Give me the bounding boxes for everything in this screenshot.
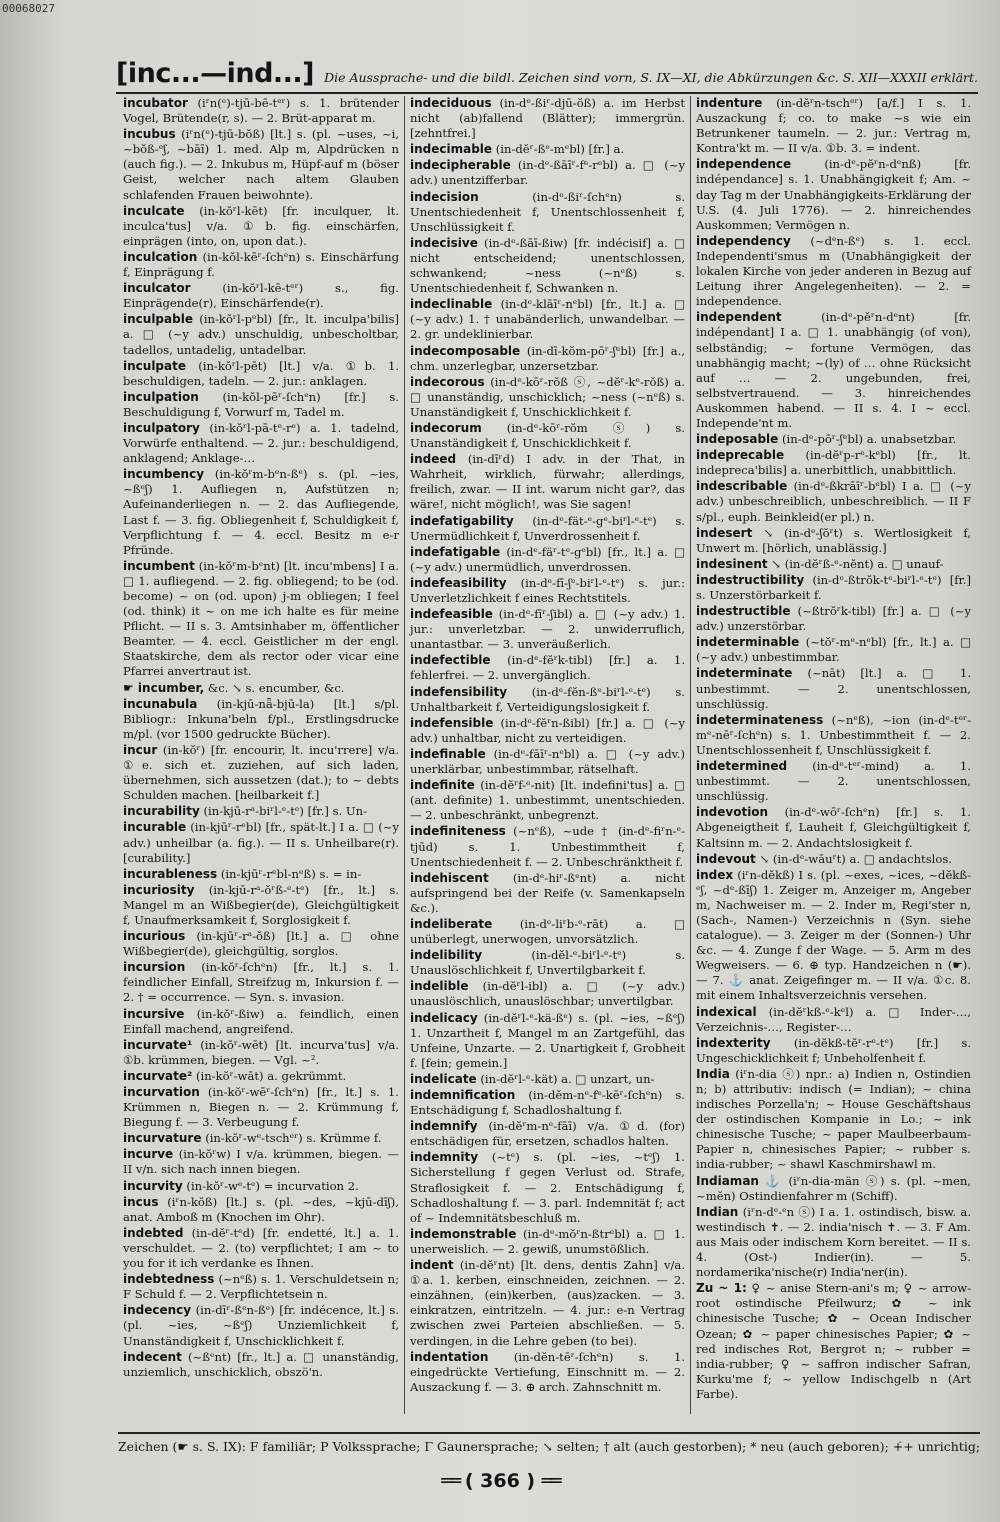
entry-headword: incurvation (123, 1085, 200, 1099)
entry-headword: incubator (123, 96, 188, 110)
entry-definition: (in-dᵉ-pĕʳn-dᵉnß) [fr. indépendance] s. 1. Unabhängigkeit f; Am. ~ day Tag m der Unabhängigkeits-Erklärung der U.S. (4. Juli 1776). — 2. hinreichendes Auskommen; Vermögen n. (696, 157, 972, 232)
entry-headword: inculcate (123, 203, 185, 218)
dictionary-entry (123, 697, 399, 742)
entry-headword: ☛ incumber, (123, 680, 205, 695)
dictionary-entry (410, 1088, 685, 1118)
dictionary-entry (696, 1281, 971, 1402)
dictionary-columns (118, 96, 978, 1414)
entry-headword: indecipherable (410, 158, 511, 173)
page-id: 00068027 (2, 2, 55, 15)
dictionary-entry (410, 979, 685, 1009)
entry-definition: (in-kjūʳ-rᵃ-ŏß) [lt.] a. □ ohne Wißbegier(de), gleichgültig, sorglos. (123, 929, 400, 959)
dictionary-entry (123, 883, 399, 928)
entry-headword: independent (696, 310, 782, 325)
page-number (0, 1470, 1000, 1492)
entry-definition: (iʳn-dᵉ-ᵉn ⓢ) I a. 1. ostindisch, bisw. a. westindisch ✝. — 2. india'nisch ✝. — 3. F Am. aus Mais oder indischem Korn bereitet. — II s. 4. (Ost-) Indier(in). — 5. nordamerika'nische(r) India'ner(in). (696, 1204, 971, 1280)
dictionary-entry (123, 820, 399, 865)
entry-headword: indexterity (696, 1035, 771, 1050)
entry-definition: (in-kŏl-pēʳ-ſchᵉn) [fr.] s. Beschuldigung f, Vorwurf m, Tadel m. (123, 389, 400, 419)
entry-headword: independence (696, 157, 792, 172)
entry-headword: indefeasibility (410, 575, 507, 590)
entry-definition: (in-kŏʳl-pā-tᵉ-rᵉ) a. 1. tadelnd, Vorwürfe enthaltend. — 2. jur.: beschuldigend, anklagend; Anklage-… (123, 420, 400, 466)
entry-definition: (in-dĕʳ-ßᵉ-mᵉbl) [fr.] a. (495, 142, 625, 157)
entry-headword: incubus (123, 127, 176, 142)
entry-definition: (in-dᵉ-kōʳ-rŏß ⓢ, ~dĕʳ-kᵉ-rŏß) a. □ unanständig, unschicklich; ~ness (~nᵉß) s. Unanständigkeit f, Unschicklichkeit f. (410, 374, 685, 419)
entry-headword: indefatigable (410, 544, 501, 559)
dictionary-entry (410, 1350, 685, 1395)
entry-definition: (in-kŏʳm-bᵉnt) [lt. incu'mbens] I a. □ 1. aufliegend. — 2. fig. obliegend; to be (od. become) ~ on (od. upon) j-m obliegen; I feel (od. think) it ~ on me ich halte es für meine Pflicht. — II s. 3. Amtsinhaber m, öffentlicher Beamter. — 4. eccl. Geistlicher m der engl. Staatskirche, dem als rector oder vicar eine Pfarrei anvertraut ist. (123, 558, 399, 679)
entry-definition: (in-dᵉ-pōʳ-ʃᵉbl) a. unabsetzbar. (782, 432, 957, 447)
dictionary-entry (696, 1174, 971, 1204)
page-number-ornament-right: ══ (541, 1470, 559, 1492)
entry-headword: incursive (123, 1006, 185, 1021)
entry-headword: inculpation (123, 389, 199, 404)
page-number-value: ( 366 ) (464, 1470, 536, 1492)
dictionary-entry (410, 1119, 685, 1149)
entry-headword: inculpate (123, 358, 186, 373)
dictionary-entry (696, 432, 971, 447)
entry-headword: indeterminate (696, 666, 793, 681)
entry-definition: (iʳn-kŏß) [lt.] s. (pl. ~des, ~kjū-dīʃ), anat. Amboß m (Knochen im Ohr). (123, 1194, 400, 1224)
dictionary-entry (410, 190, 685, 235)
entry-definition: (in-dīʳ-ßᵉn-ßᵉ) [fr. indécence, lt.] s. (pl. ~ies, ~ßᵉʃ) Unziemlichkeit f, Unanständigkeit f, Unschicklichkeit f. (123, 1303, 400, 1348)
entry-headword: independency (696, 233, 791, 248)
entry-headword: incurvity (123, 1178, 183, 1193)
dictionary-entry (410, 716, 685, 746)
entry-definition: (in-kjūʳ-rᵉbl-nᵉß) s. = in- (220, 866, 362, 881)
dictionary-entry (123, 1147, 399, 1177)
dictionary-entry (410, 375, 685, 420)
entry-definition: (in-dᵉ-hiʳ-ßᵉnt) a. nicht aufspringend bei der Reife (v. Samenkapseln &c.). (410, 870, 685, 915)
entry-definition: (in-kŏʳw) I v/a. krümmen, biegen. — II v/n. sich nach innen biegen. (123, 1147, 400, 1177)
entry-headword: incumbency (123, 467, 205, 482)
entry-headword: indestructible (696, 604, 791, 619)
entry-definition: ↘ (in-dᵉ-wāuʳt) a. □ andachtslos. (759, 851, 952, 866)
dictionary-entry (123, 1007, 399, 1037)
entry-headword: inculpable (123, 312, 193, 327)
dictionary-entry (410, 871, 685, 916)
entry-definition: (in-dᵉ-fāīʳ-nᵉbl) a. □ (~y adv.) unerklärbar, unbestimmbar, rätselhaft. (410, 746, 685, 777)
entry-definition: (in-dĕʳm-nᵉ-fāī) v/a. ①d. (for) entschädigen für, ersetzen, schadlos halten. (410, 1119, 685, 1149)
entry-headword: indeterminable (696, 635, 800, 650)
entry-headword: indeliberate (410, 916, 493, 931)
entry-headword: indentation (410, 1349, 489, 1364)
entry-definition: (in-kŏʳ-wᵉ-tᵉ) = incurvation 2. (186, 1178, 359, 1193)
entry-headword: indelicacy (410, 1010, 478, 1025)
dictionary-entry (123, 1038, 399, 1068)
entry-definition: (in-dĕkß-tĕʳ-rᵉ-tᵉ) [fr.] s. Ungeschicklichkeit f; Unbeholfenheit f. (696, 1035, 972, 1065)
entry-definition: (in-dᵉ-fĕʳk-tibl) [fr.] a. 1. fehlerfrei. — 2. unvergänglich. (410, 653, 685, 683)
column-3 (690, 96, 976, 1414)
entry-headword: incurableness (123, 866, 218, 881)
dictionary-entry (696, 635, 971, 665)
entry-headword: indecomposable (410, 343, 521, 358)
dictionary-entry (410, 948, 685, 978)
entry-headword: indefeasible (410, 607, 493, 622)
entry-headword: incumbent (123, 558, 195, 573)
dictionary-entry (410, 1011, 685, 1071)
entry-definition: (in-kŏʳ) [fr. encourir, lt. incu'rrere] v/a. ①e. sich et. zuziehen, auf sich laden, übernehmen, sich aussetzen (dat.); to ~ debts Schulden machen. [heilbarkeit f.] (123, 742, 400, 803)
entry-headword: indecimable (410, 142, 493, 157)
dictionary-entry (123, 1303, 399, 1348)
entry-definition: (in-kŏʳl-pēt) [lt.] v/a. ①b. 1. beschuldigen, tadeln. — 2. jur.: anklagen. (123, 358, 400, 388)
entry-headword: indefiniteness (410, 824, 506, 839)
dictionary-entry (696, 1067, 971, 1173)
entry-definition: (in-dĕm-nᵉ-fᵉ-kēʳ-ſchᵉn) s. Entschädigung f, Schadloshaltung f. (410, 1088, 685, 1118)
entry-headword: indeclinable (410, 297, 493, 312)
entry-definition: (~tᵉ) s. (pl. ~ies, ~tᵉʃ) 1. Sicherstellung f gegen Verlust od. Strafe, Straflosigkeit f. — 2. Entschädigung f, Schadloshaltung f. — 3. parl. Indemnität f; act of ~ Indemnitätsbeschluß m. (410, 1150, 685, 1225)
entry-definition: (in-dĕʳl-ᵉ-kät) a. □ unzart, un- (480, 1071, 655, 1086)
dictionary-entry (410, 236, 685, 296)
entry-headword: indemonstrable (410, 1226, 517, 1241)
entry-headword: incuriosity (123, 882, 195, 897)
entry-definition: ♀ ~ anise Stern-ani's m; ♀ ~ arrow-root ostindische Pfeilwurz; ✿ ~ ink chinesische Tusche; ✿ ~ Ocean Indischer Ozean; ✿ ~ paper chinesisches Papier; ✿ ~ red indisches Rot, Bergrot n; ~ rubber = india-rubber; ♀ ~ saffron indischer Safran, Kurku'me f; ~ yellow Indischgelb n (Art Farbe). (696, 1281, 972, 1401)
dictionary-entry (123, 867, 399, 882)
entry-definition: (in-dᵉ-fī-ʃᵉ-biʳl-ᵉ-tᵉ) s. jur.: Unverletzlichkeit f eines Rechtstitels. (410, 575, 686, 605)
entry-definition: (in-dĕl-ᵉ-biʳl-ᵉ-tᵉ) s. Unauslöschlichkeit f, Unvertilgbarkeit f. (410, 948, 685, 978)
entry-definition: (in-dĕʳf-ᵉ-nit) [lt. indefini'tus] a. □ (ant. definite) 1. unbestimmt, unentschieden. — 2. unbeschränkt, unbegrenzt. (410, 778, 685, 823)
entry-definition: (in-dĕʳn-tschᵉʳ) [a/f.] I s. 1. Auszackung f; co. to make ~s wie ein Betrunkener taumeln. — 2. jur.: Vertrag m, Kontra'kt m. — II v/a. ①b. 3. = indent. (696, 96, 972, 156)
dictionary-entry (123, 250, 399, 280)
entry-definition: (in-kjū-rᵃ-ŏʳß-ᵉ-tᵉ) [fr., lt.] s. Mangel m an Wißbegier(de), Gleichgültigkeit f, Unaufmerksamkeit f, Sorglosigkeit f. (123, 882, 400, 927)
entry-definition: (~ßtrŏʳk-tibl) [fr.] a. □ (~y adv.) unzerstörbar. (696, 604, 972, 634)
entry-headword: indehiscent (410, 870, 489, 885)
entry-definition: (in-kŏʳ-wāt) a. gekrümmt. (195, 1068, 347, 1083)
dictionary-entry (410, 514, 685, 544)
dictionary-entry (410, 96, 685, 141)
entry-definition: (~tŏʳ-mᵉ-nᵉbl) [fr., lt.] a. □ (~y adv.) unbestimmbar. (696, 635, 971, 665)
entry-definition: (in-kjū-rᵃ-biʳl-ᵉ-tᵉ) [fr.] s. Un- (203, 804, 368, 819)
entry-definition: (in-dᵉ-kōʳ-rŏm ⓢ) s. Unanständigkeit f, Unschicklichkeit f. (410, 420, 685, 451)
entry-definition: &c. ↘ s. encumber, &c. (207, 680, 345, 695)
dictionary-entry (696, 1036, 971, 1066)
entry-definition: (in-dᵉ-klāīʳ-nᵉbl) [fr., lt.] a. □ (~y adv.) 1. † unabänderlich, unwandelbar. — 2. gr. undeklinierbar. (410, 297, 686, 342)
entry-headword: index (696, 867, 734, 882)
dictionary-entry (696, 713, 971, 758)
dictionary-entry (410, 142, 685, 157)
dictionary-entry (123, 312, 399, 357)
entry-headword: indevout (696, 851, 756, 866)
entry-headword: indeed (410, 452, 457, 467)
entry-definition: (in-kŏʳ-ßiw) a. feindlich, einen Einfall machend, angreifend. (123, 1006, 399, 1036)
dictionary-entry (123, 559, 399, 680)
entry-definition: (~ßᵉnt) [fr., lt.] a. □ unanständig, unziemlich, unschicklich, obszö'n. (123, 1349, 399, 1379)
entry-headword: indebted (123, 1225, 184, 1240)
dictionary-entry (123, 1069, 399, 1084)
dictionary-entry (696, 1205, 971, 1280)
entry-definition: (in-dᵉ-fäʳ-tᵉ-gᵉbl) [fr., lt.] a. □ (~y adv.) unermüdlich, unverdrossen. (410, 544, 686, 574)
entry-range: [inc...—ind...] (116, 58, 315, 89)
dictionary-entry (123, 127, 399, 202)
dictionary-entry (410, 747, 685, 777)
column-1 (118, 96, 404, 1414)
entry-headword: indestructibility (696, 572, 805, 587)
dictionary-entry (410, 576, 685, 606)
entry-headword: inculcation (123, 249, 198, 264)
entry-headword: indemnification (410, 1088, 516, 1102)
dictionary-entry (123, 960, 399, 1005)
dictionary-entry (123, 281, 399, 311)
entry-definition: (in-dᵉ-fĕʳn-ßibl) [fr.] a. □ (~y adv.) unhaltbar, nicht zu verteidigen. (410, 715, 685, 745)
dictionary-entry (696, 604, 971, 634)
entry-headword: indefinable (410, 746, 486, 761)
entry-definition: (in-dᵉ-fīʳ-ʃibl) a. □ (~y adv.) 1. jur.: unverletzbar. — 2. unwiderruflich, unantastbar. — 3. unveräußerlich. (410, 607, 686, 652)
entry-definition: (in-dᵉ-mŏʳn-ßtrᵉbl) a. □ 1. unerweislich. — 2. gewiß, unumstößlich. (410, 1226, 685, 1256)
entry-headword: incur (123, 742, 158, 757)
entry-headword: indelible (410, 979, 469, 994)
dictionary-entry (410, 421, 685, 451)
entry-definition: (in-dᵉ-liʳb-ᵉ-rāt) a. □ unüberlegt, unerwogen, unvorsätzlich. (410, 916, 685, 947)
dictionary-entry (410, 344, 685, 374)
dictionary-entry (123, 390, 399, 420)
dictionary-entry (696, 157, 971, 232)
entry-headword: indecision (410, 189, 479, 204)
page-number-ornament-left: ══ (441, 1470, 459, 1492)
entry-definition: (in-dᵉ-ßkrāīʳ-bᵉbl) I a. □ (~y adv.) unbeschreiblich, unbeschreiblich. — II F s/pl., euph. Beinkleid(er pl.) n. (696, 479, 971, 524)
entry-definition: (in-kŏʳl-kēt) [fr. inculquer, lt. inculca'tus] v/a. ①b. fig. einschärfen, einprägen (into, on, upon dat.). (123, 203, 400, 248)
entry-headword: inculcator (123, 281, 191, 296)
entry-headword: indeterminateness (696, 712, 824, 727)
entry-definition: (~nᵉß) s. 1. Verschuldetsein n; F Schuld f. — 2. Verpflichtetsein n. (123, 1272, 400, 1302)
entry-definition: ↘ (in-dᵉ-ʃŏʳt) s. Wertlosigkeit f, Unwert m. [hörlich, unablässig.] (696, 525, 971, 555)
entry-headword: incurve (123, 1147, 174, 1162)
entry-definition: (in-kŏl-kēʳ-ſchᵉn) s. Einschärfung f, Einprägung f. (123, 249, 400, 280)
dictionary-entry (410, 917, 685, 947)
dictionary-entry (123, 467, 399, 558)
dictionary-entry (410, 653, 685, 683)
entry-definition: (in-dᵉ-fät-ᵉ-gᵉ-biʳl-ᵉ-tᵉ) s. Unermüdlichkeit f, Unverdrossenheit f. (410, 513, 685, 543)
dictionary-entry (123, 1272, 399, 1302)
entry-headword: incus (123, 1194, 159, 1209)
entry-definition: (in-dᵉ-ßāīʳ-fᵉ-rᵉbl) a. □ (~y adv.) unentzifferbar. (410, 158, 685, 188)
entry-definition: (in-kŏʳ-wēʳ-ſchᵉn) [fr., lt.] s. 1. Krümmen n, Biegen n. — 2. Krümmung f, Biegung f. — 3. Verbeugung f. (123, 1085, 399, 1130)
entry-headword: indecent (123, 1349, 182, 1364)
dictionary-entry (410, 778, 685, 823)
dictionary-entry (410, 607, 685, 652)
dictionary-entry (410, 452, 685, 512)
entry-headword: incurvature (123, 1131, 202, 1146)
entry-headword: Indian (696, 1204, 739, 1219)
entry-definition: (in-kŏʳ-wᵉ-tschᵉʳ) s. Krümme f. (205, 1131, 382, 1146)
entry-headword: indevotion (696, 805, 769, 820)
entry-definition: (in-kjū-nǟ-bjū-la) [lt.] s/pl. Bibliogr.: Inkuna'beln f/pl., Erstlingsdrucke m/pl. (vor 1500 gedruckte Bücher). (123, 696, 400, 741)
column-2 (404, 96, 690, 1414)
dictionary-entry (696, 868, 971, 1004)
entry-definition: (in-dᵉ-ßāī-ßiw) [fr. indécisif] a. □ nicht entscheidend; unentschlossen, schwankend; ~ness (~nᵉß) s. Unentschiedenheit f, Schwanken n. (410, 235, 685, 296)
entry-headword: indefinite (410, 778, 475, 793)
entry-headword: indebtedness (123, 1272, 215, 1287)
entry-definition: (in-kŏʳl-pᵉbl) [fr., lt. inculpa'bilis] a. □ (~y adv.) unschuldig, unbescholtbar, tadellos, untadelig, untadelbar. (123, 312, 399, 357)
running-header (116, 52, 978, 94)
dictionary-entry (696, 310, 971, 431)
dictionary-entry (410, 824, 685, 869)
entry-headword: indefensible (410, 715, 494, 730)
entry-headword: indecorum (410, 420, 482, 435)
dictionary-entry (410, 158, 685, 188)
entry-definition: (in-dĕʳnt) [lt. dens, dentis Zahn] v/a. ①a. 1. kerben, einschneiden, zeichnen. — 2. einzähnen, (ein)kerben, (aus)zacken. — 3. einkratzen, eintritzeln. — 4. jur.: e-n Vertrag zwischen zwei Parteien abschließen. — 5. verdingen, in die Lehre geben (to bei). (410, 1258, 685, 1348)
dictionary-entry (123, 1179, 399, 1194)
entry-definition: (in-dᵉ-wōʳ-ſchᵉn) [fr.] s. 1. Abgeneigtheit f, Lauheit f, Gleichgültigkeit f, Kaltsinn m. — 2. Andachtslosigkeit f. (696, 805, 971, 850)
dictionary-entry (696, 852, 971, 867)
entry-headword: India (696, 1066, 730, 1081)
entry-headword: incurability (123, 804, 200, 819)
entry-headword: Zu ~ 1: (696, 1281, 747, 1296)
dictionary-entry (123, 204, 399, 249)
dictionary-entry (696, 526, 971, 556)
entry-headword: incurvate¹ (123, 1037, 193, 1052)
entry-headword: indescribable (696, 479, 788, 494)
entry-definition: (in-dᵉ-fĕn-ßᵉ-biʳl-ᵉ-tᵉ) s. Unhaltbarkeit f, Verteidigungslosigkeit f. (410, 684, 685, 714)
entry-definition: ⚓ (iʳn-dia-män ⓢ) s. (pl. ~men, ~mĕn) Ostindienfahrer m (Schiff). (696, 1173, 971, 1203)
dictionary-entry (410, 685, 685, 715)
header-note: Die Aussprache- und die bildl. Zeichen sind vorn, S. IX—XI, die Abkürzungen &c. S. XII—XXXII erklärt. (324, 70, 978, 85)
entry-definition: (in-dĕʳkß-ᵉ-kᵉl) a. □ Inder-…, Verzeichnis-…, Register-… (696, 1004, 971, 1034)
entry-headword: indesert (696, 525, 753, 540)
dictionary-entry (696, 573, 971, 603)
entry-definition: (in-dĕʳl-ᵉ-kä-ßᵉ) s. (pl. ~ies, ~ßᵉʃ) 1. Unzartheit f, Mangel m an Zartgefühl, das Unfeine, Unzarte. — 2. Unartigkeit f, Grobheit f. [fein; gemein.] (410, 1010, 685, 1070)
dictionary-entry (123, 929, 399, 959)
entry-headword: indeposable (696, 432, 779, 447)
entry-definition: (in-kjūʳ-rᵉbl) [fr., spät-lt.] I a. □ (~y adv.) unheilbar (a. fig.). — II s. Unheilbare(r). [curability.] (123, 820, 399, 865)
dictionary-entry (696, 234, 971, 309)
entry-headword: incunabula (123, 696, 198, 711)
entry-headword: indetermined (696, 759, 788, 774)
entry-definition: ↘ (in-dĕʳß-ᵉ-nĕnt) a. □ unauf- (771, 556, 944, 571)
entry-headword: indelibility (410, 948, 483, 963)
entry-definition: (in-kŏʳm-bᵉn-ßᵉ) s. (pl. ~ies, ~ßᵉʃ) 1. Aufliegen n, Aufstützen n; Aufeinanderliegen n. — 2. das Aufliegende, Last f. — 3. fig. Obliegenheit f, Schuldigkeit f, Verpflichtung f. — 4. eccl. Besitz m e-r Pfründe. (123, 467, 400, 557)
entry-definition: (in-dĕn-tēʳ-ſchᵉn) s. 1. eingedrückte Vertiefung, Einschnitt m. — 2. Auszackung f. — 3. ⊕ arch. Zahnschnitt m. (410, 1349, 686, 1394)
entry-headword: Indiaman (696, 1173, 759, 1188)
dictionary-entry (123, 421, 399, 466)
entry-definition: (iʳn-dĕkß) I s. (pl. ~exes, ~ices, ~dĕkß-ᵉʃ, ~dᵉ-ßīʃ) 1. Zeiger m, Anzeiger m, Angeber m, Nachweiser m. — 2. Inder m, Regi'ster n, (Sach-, Namen-) Verzeichnis n (Syn. siehe catalogue). — 3. Zeiger m der (Sonnen-) Uhr &c. — 4. Zunge f der Wage. — 5. Arm m des Wegweisers. — 6. ⊕ typ. Handzeichen n (☛). — 7. ⚓ anat. Zeigefinger m. — II v/a. ①c. 8. mit einem Inhaltsverzeichnis versehen. (696, 867, 971, 1003)
dictionary-entry (123, 804, 399, 819)
dictionary-entry (696, 1005, 971, 1035)
entry-definition: (in-dᵉ-tᵉʳ-mind) a. 1. unbestimmt. — 2. unentschlossen, unschlüssig. (696, 759, 971, 804)
entry-headword: indefensibility (410, 684, 508, 699)
dictionary-entry (410, 545, 685, 575)
entry-headword: indemnify (410, 1119, 478, 1134)
dictionary-entry (410, 1072, 685, 1087)
dictionary-entry (123, 96, 399, 126)
entry-definition: (in-dīʳd) I adv. in der That, in Wahrheit, wirklich, fürwahr; allerdings, freilich, zwar. — II int. warum nicht gar?, das wäre!, nicht möglich!, was Sie sagen! (410, 452, 686, 512)
entry-headword: incursion (123, 960, 186, 975)
entry-definition: (in-dᵉ-pĕʳn-dᵉnt) [fr. indépendant] I a. □ 1. unabhängig (of von), selbständig; ~ fortune Vermögen, das unabhängig macht; ~(ly) of … ohne Rücksicht auf … — 2. ungebunden, frei, selbstvertrauend. — 3. hinreichendes Auskommen habend. — II s. 4. I ~ eccl. Independe'nt m. (696, 310, 971, 430)
entry-definition: (iʳn(ᵉ)-tjū-bē-tᵉʳ) s. 1. brütender Vogel, Brütende(r, s). — 2. Brüt-apparat m. (123, 96, 399, 126)
entry-definition: (in-dĕʳ-tᵉd) [fr. endetté, lt.] a. 1. verschuldet. — 2. (to) verpflichtet; I am ~ to you for it ich verdanke es Ihnen. (123, 1225, 400, 1271)
dictionary-entry (696, 448, 971, 478)
entry-headword: indesinent (696, 556, 768, 571)
entry-headword: indefectible (410, 653, 491, 668)
dictionary-entry (696, 479, 971, 524)
entry-headword: indeciduous (410, 96, 492, 110)
entry-definition: (~nᵉß), ~ion (in-dᵉ-tᵉʳ-mᵉ-nēʳ-ſchᵉn) s. 1. Unbestimmtheit f. — 2. Unentschlossenheit f, Unschlüssigkeit f. (696, 712, 971, 757)
entry-headword: inculpatory (123, 420, 200, 435)
entry-definition: (~nāt) [lt.] a. □ 1. unbestimmt. — 2. unentschlossen, unschlüssig. (696, 666, 971, 711)
entry-definition: (in-kŏʳ-wēt) [lt. incurva'tus] v/a. ①b. krümmen, biegen. — Vgl. ~². (123, 1037, 400, 1067)
dictionary-entry (123, 1350, 399, 1380)
dictionary-entry (123, 743, 399, 803)
entry-definition: (iʳn-dia ⓢ) npr.: a) Indien n, Ostindien n; b) attributiv: indisch (= Indian); ~ china indisches Porzella'n; ~ House Geschäftshaus der ostindischen Kompanie in Lo.; ~ ink chinesische Tusche; ~ paper Maulbeerbaum-Papier n, chinesisches Papier; ~ rubber s. india-rubber; ~ shawl Kaschmirshawl m. (696, 1066, 971, 1172)
dictionary-entry (410, 297, 685, 342)
entry-headword: indecency (123, 1303, 192, 1318)
entry-definition: (in-dᵉ-ßtrŏk-tᵉ-biʳl-ᵉ-tᵉ) [fr.] s. Unzerstörbarkeit f. (696, 572, 971, 602)
dictionary-entry (696, 759, 971, 804)
entry-definition: (~dᵉn-ßᵉ) s. 1. eccl. Independenti'smus m (Unabhängigkeit der lokalen Kirche von jeder anderen in Bezug auf Leitung ihrer Angelegenheiten). — 2. = independence. (696, 233, 971, 309)
dictionary-entry (123, 1226, 399, 1271)
entry-headword: indemnity (410, 1150, 479, 1165)
entry-definition: (in-dī-kŏm-pōʳ-ʃᵉbl) [fr.] a., chm. unzerlegbar, unzersetzbar. (410, 343, 686, 373)
dictionary-entry (410, 1150, 685, 1225)
entry-headword: incurable (123, 820, 187, 835)
entry-definition: (in-dᵉ-ßiʳ-djū-ŏß) a. im Herbst nicht (ab)fallend (Blätter); immergrün. [zehntfrei.] (410, 96, 685, 141)
entry-definition: (in-dĕʳp-rᵉ-kᵉbl) [fr., lt. indepreca'bilis] a. unerbittlich, unabbittlich. (696, 448, 971, 478)
entry-headword: incurvate² (123, 1068, 193, 1083)
entry-definition: (in-kŏʳ-ſchᵉn) [fr., lt.] s. 1. feindlicher Einfall, Streifzug m, Inkursion f. — 2. † = occurrence. — Syn. s. invasion. (123, 960, 400, 1005)
dictionary-entry (696, 805, 971, 850)
entry-headword: indefatigability (410, 513, 514, 528)
entry-headword: indecorous (410, 374, 485, 389)
dictionary-entry (123, 359, 399, 389)
dictionary-entry (696, 557, 971, 572)
dictionary-entry (410, 1227, 685, 1257)
entry-headword: indenture (696, 96, 763, 110)
entry-headword: incurious (123, 929, 186, 944)
dictionary-entry (123, 1085, 399, 1130)
entry-headword: indelicate (410, 1071, 477, 1086)
entry-headword: indecisive (410, 235, 478, 250)
entry-definition: (in-kŏʳl-kē-tᵉʳ) s., fig. Einprägende(r), Einschärfende(r). (123, 281, 399, 311)
symbol-legend: Zeichen (☛ s. S. IX): F familiär; P Volkssprache; Γ Gaunersprache; ↘ selten; † alt (auch gestorben); * neu (auch geboren); +̇+ unrichtig; (118, 1432, 980, 1454)
entry-headword: indent (410, 1258, 454, 1273)
entry-definition: (iʳn(ᵉ)-tjū-bŏß) [lt.] s. (pl. ~uses, ~i, ~bŏß-ᵉʃ, ~bāī) 1. med. Alp m, Alpdrücken n (auch fig.). — 2. Inkubus m, Hüpf-auf m (böser Geist, welcher nach altem Glauben schlafenden Frauen beiwohnte). (123, 127, 400, 202)
dictionary-entry (696, 96, 971, 156)
entry-definition: (in-dᵉ-ßiʳ-ſchᵉn) s. Unentschiedenheit f, Unentschlossenheit f, Unschlüssigkeit f. (410, 189, 686, 234)
dictionary-entry (410, 1258, 685, 1349)
entry-definition: (~nᵉß), ~ude † (in-dᵉ-fiʳn-ᵉ-tjūd) s. 1. Unbestimmtheit f, Unentschiedenheit f. — 2. Unbeschränktheit f. (410, 824, 685, 869)
dictionary-entry (123, 1131, 399, 1146)
entry-definition: (in-dĕʳl-ibl) a. □ (~y adv.) unauslöschlich, unauslöschbar; unvertilgbar. (410, 979, 685, 1009)
entry-headword: indeprecable (696, 448, 785, 463)
dictionary-entry (123, 1195, 399, 1225)
entry-headword: indexical (696, 1004, 757, 1019)
dictionary-entry (123, 681, 399, 696)
dictionary-entry (696, 666, 971, 711)
